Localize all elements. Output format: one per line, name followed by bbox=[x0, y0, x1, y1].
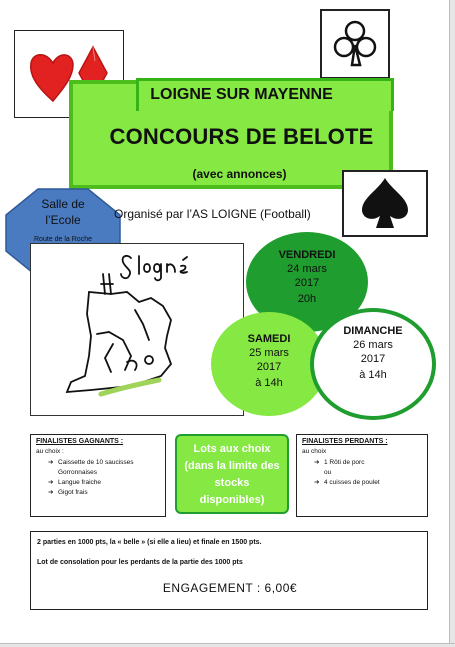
arrow-right-icon: ➔ bbox=[314, 479, 320, 486]
map-sketch-illustration bbox=[31, 244, 243, 415]
date-sunday-date: 26 mars bbox=[353, 339, 393, 351]
club-card bbox=[320, 9, 390, 79]
event-title: CONCOURS DE BELOTE bbox=[109, 124, 374, 149]
winners-choice-label: au choix : bbox=[36, 448, 64, 455]
arrow-right-icon: ➔ bbox=[314, 459, 320, 466]
engagement-fee: ENGAGEMENT : 6,00€ bbox=[162, 581, 298, 595]
event-subtitle: (avec annonces) bbox=[192, 167, 287, 181]
losers-box bbox=[296, 434, 428, 517]
date-friday-year: 2017 bbox=[294, 277, 320, 289]
club-icon bbox=[322, 11, 388, 77]
rules-line2: Lot de consolation pour les perdants de la partie des 1000 pts bbox=[37, 559, 243, 566]
losers-list bbox=[302, 458, 422, 488]
lots-line1: Lots aux choix bbox=[193, 443, 271, 455]
loigne-drawing bbox=[30, 243, 244, 416]
date-sunday-hour: à 14h bbox=[359, 369, 387, 381]
list-item: ➔ Caissette de 10 saucisses bbox=[48, 459, 134, 466]
winners-heading: FINALISTES GAGNANTS : bbox=[36, 438, 124, 445]
rules-box bbox=[30, 531, 428, 610]
arrow-right-icon: ➔ bbox=[48, 489, 54, 496]
venue-address: Route de la Roche bbox=[34, 236, 92, 243]
page-edge-bottom bbox=[0, 643, 455, 647]
losers-choice-label: au choix bbox=[302, 448, 327, 455]
list-item: ➔ 4 cuisses de poulet bbox=[314, 479, 380, 486]
date-saturday-day: SAMEDI bbox=[247, 333, 291, 345]
lots-line4: disponibles) bbox=[199, 494, 265, 506]
rules-line1: 2 parties en 1000 pts, la « belle » (si elle a lieu) et finale en 1500 pts. bbox=[37, 539, 262, 546]
lots-line2: (dans la limite des bbox=[184, 460, 280, 472]
losers-heading: FINALISTES PERDANTS : bbox=[302, 438, 388, 445]
date-friday-hour: 20h bbox=[297, 293, 317, 305]
arrow-right-icon: ➔ bbox=[48, 479, 54, 486]
venue-title-line2: l’Ecole bbox=[45, 213, 81, 227]
date-sunday-day: DIMANCHE bbox=[343, 325, 403, 337]
date-friday-day: VENDREDI bbox=[278, 249, 336, 261]
lots-box bbox=[175, 434, 289, 514]
venue-title bbox=[4, 196, 122, 228]
arrow-right-icon: ➔ bbox=[48, 459, 54, 466]
spade-card bbox=[342, 170, 428, 237]
green-stroke bbox=[101, 380, 159, 394]
date-saturday-date: 25 mars bbox=[249, 347, 289, 359]
organizer-text: Organisé par l’AS LOIGNE (Football) bbox=[114, 207, 311, 221]
list-item: ➔ 1 Rôti de porc bbox=[314, 459, 365, 466]
venue-title-line1: Salle de bbox=[41, 197, 85, 211]
date-saturday-hour: à 14h bbox=[255, 377, 283, 389]
winners-box bbox=[30, 434, 166, 517]
date-saturday-year: 2017 bbox=[256, 361, 282, 373]
list-item: Gorronnaises bbox=[58, 469, 98, 476]
date-sunday-year: 2017 bbox=[360, 353, 386, 365]
date-friday-date: 24 mars bbox=[287, 263, 327, 275]
spade-icon bbox=[344, 172, 426, 235]
date-sunday-circle bbox=[310, 308, 436, 420]
list-item: ou bbox=[324, 469, 332, 476]
winners-list bbox=[36, 458, 160, 498]
list-item: ➔ Gigot frais bbox=[48, 489, 88, 496]
list-item: ➔ Langue fraiche bbox=[48, 479, 102, 486]
town-title: LOIGNE SUR MAYENNE bbox=[150, 86, 333, 103]
lots-line3: stocks bbox=[214, 477, 250, 489]
